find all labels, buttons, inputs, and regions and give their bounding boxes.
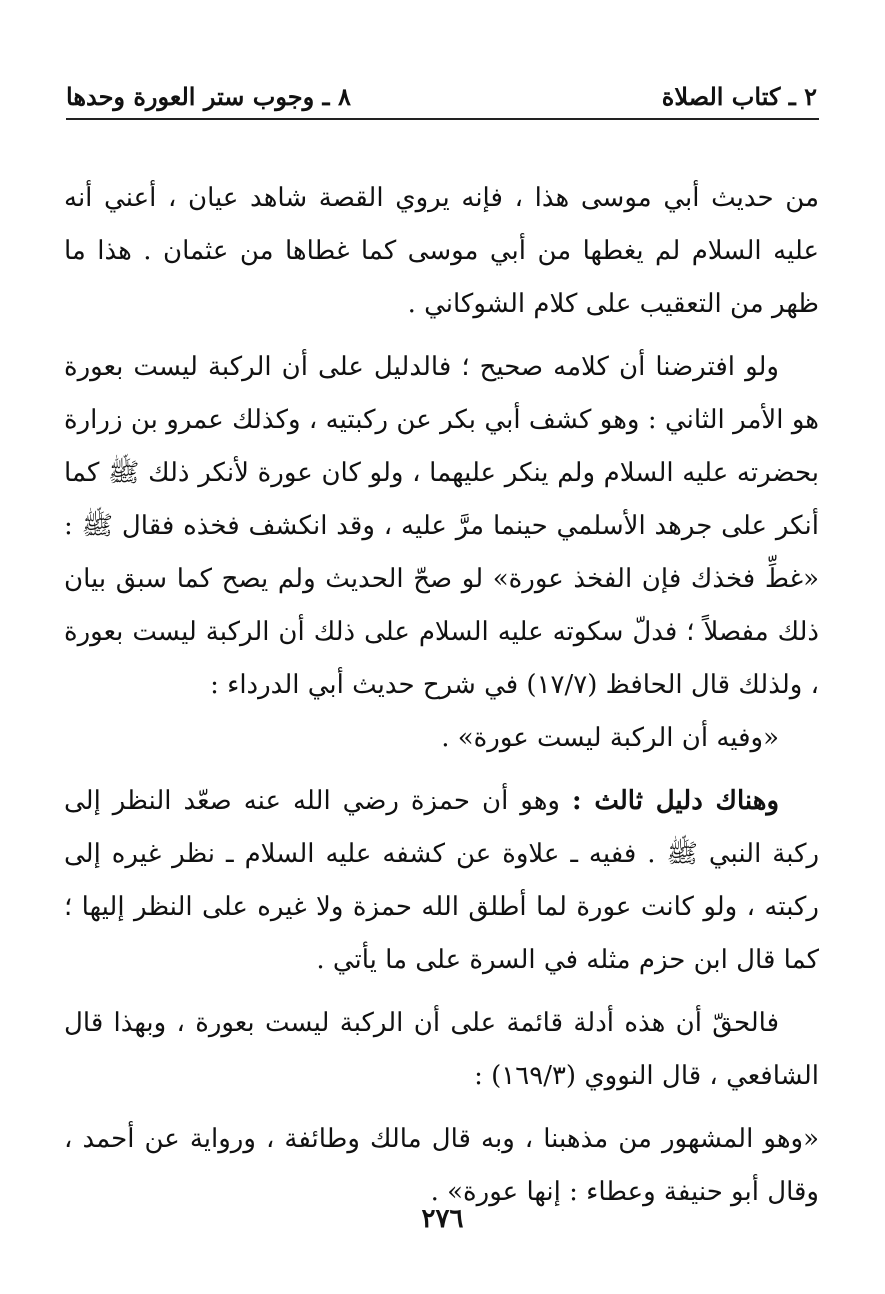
third-evidence-lead: وهناك دليل ثالث :: [571, 786, 779, 816]
header-rule: [66, 118, 819, 120]
paragraph-3: [64, 775, 819, 987]
chapter-title: ٢ ـ كتاب الصلاة: [661, 81, 817, 111]
paragraph-2: ولو افترضنا أن كلامه صحيح ؛ فالدليل على أن الركبة ليست بعورة هو الأمر الثاني : وهو كشف أبي بكر عن ركبتيه ، وكذلك عمرو بن زرارة بحضرته عليه السلام ولم ينكر عليهما ، ولو كان عورة لأنكر ذلك ﷺ كما أنكر على جرهد الأسلمي حينما مرَّ عليه ، وقد انكشف فخذه فقال ﷺ : «غطِّ فخذك فإن الفخذ عورة» لو صحّ الحديث ولم يصح كما سبق بيان ذلك مفصلاً ؛ فدلّ سكوته عليه السلام على ذلك أن الركبة ليست بعورة ، ولذلك قال الحافظ (١٧/٧) في شرح حديث أبي الدرداء :: [64, 352, 819, 700]
section-title: ٨ ـ وجوب ستر العورة وحدها: [66, 81, 351, 111]
quote-1: «وفيه أن الركبة ليست عورة» .: [441, 723, 779, 753]
running-header: [66, 76, 817, 116]
paragraph-1: من حديث أبي موسى هذا ، فإنه يروي القصة شاهد عيان ، أعني أنه عليه السلام لم يغطها من أبي موسى كما غطاها من عثمان . هذا ما ظهر من التعقيب على كلام الشوكاني .: [64, 183, 819, 319]
page-body: [64, 172, 819, 1219]
page-number: ٢٧٦: [421, 1204, 464, 1234]
quote-2: «وهو المشهور من مذهبنا ، وبه قال مالك وطائفة ، ورواية عن أحمد ، وقال أبو حنيفة وعطاء : إنها عورة» .: [64, 1124, 819, 1207]
paragraph-3-text: وهو أن حمزة رضي الله عنه صعّد النظر إلى ركبة النبي ﷺ . ففيه ـ علاوة عن كشفه عليه السلام ـ نظر غيره إلى ركبته ، ولو كانت عورة لما أطلق الله حمزة ولا غيره على النظر إليها ؛ كما قال ابن حزم مثله في السرة على ما يأتي .: [64, 786, 819, 975]
paragraph-4: فالحقّ أن هذه أدلة قائمة على أن الركبة ليست بعورة ، وبهذا قال الشافعي ، قال النووي (١٦٩/٣) :: [64, 1008, 819, 1091]
